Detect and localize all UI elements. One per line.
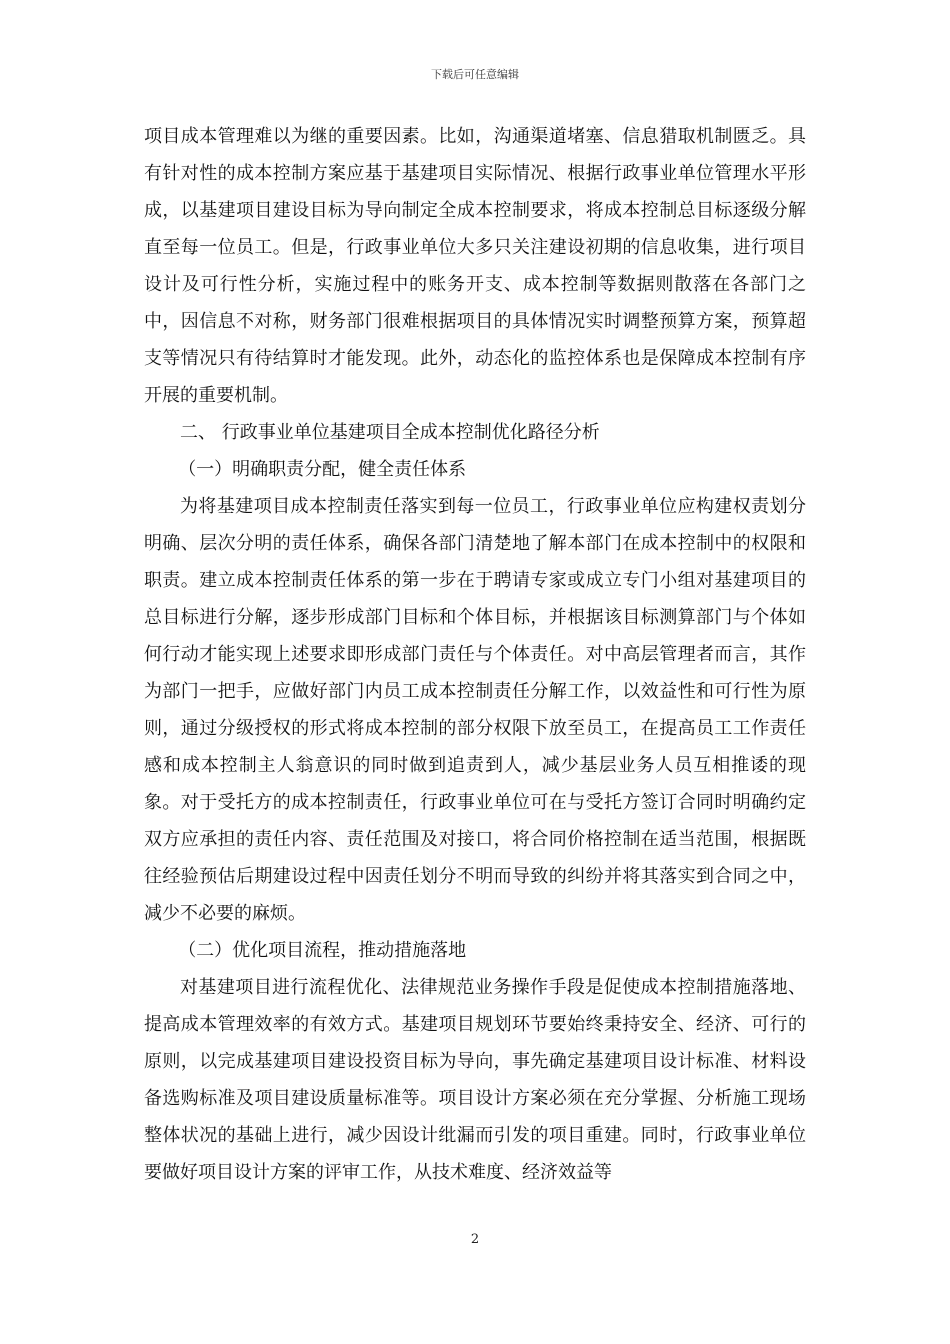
sub-heading-2: （二）优化项目流程，推动措施落地	[178, 940, 467, 961]
document-body	[144, 118, 806, 1191]
sub-heading-1: （一）明确职责分配，健全责任体系	[178, 459, 467, 480]
paragraph-continued: 项目成本管理难以为继的重要因素。比如，沟通渠道堵塞、信息猎取机制匮乏。具有针对性的成本控制方案应基于基建项目实际情况、根据行政事业单位管理水平形成，以基建项目建设目标为导向制定全成本控制要求，将成本控制总目标逐级分解直至每一位员工。但是，行政事业单位大多只关注建设初期的信息收集，进行项目设计及可行性分析，实施过程中的账务开支、成本控制等数据则散落在各部门之中，因信息不对称，财务部门很难根据项目的具体情况实时调整预算方案，预算超支等情况只有待结算时才能发现。此外，动态化的监控体系也是保障成本控制有序开展的重要机制。	[144, 126, 806, 406]
page-number: 2	[470, 1232, 480, 1247]
paragraph-1: 为将基建项目成本控制责任落实到每一位员工，行政事业单位应构建权责划分明确、层次分明的责任体系，确保各部门清楚地了解本部门在成本控制中的权限和职责。建立成本控制责任体系的第一步在于聘请专家或成立专门小组对基建项目的总目标进行分解，逐步形成部门目标和个体目标，并根据该目标测算部门与个体如何行动才能实现上述要求即形成部门责任与个体责任。对中高层管理者而言，其作为部门一把手，应做好部门内员工成本控制责任分解工作，以效益性和可行性为原则，通过分级授权的形式将成本控制的部分权限下放至员工，在提高员工工作责任感和成本控制主人翁意识的同时做到追责到人，减少基层业务人员互相推诿的现象。对于受托方的成本控制责任，行政事业单位可在与受托方签订合同时明确约定双方应承担的责任内容、责任范围及对接口，将合同价格控制在适当范围，根据既往经验预估后期建设过程中因责任划分不明而导致的纠纷并将其落实到合同之中，减少不必要的麻烦。	[144, 496, 806, 924]
page-header: 下载后可任意编辑	[431, 68, 519, 81]
paragraph-2: 对基建项目进行流程优化、法律规范业务操作手段是促使成本控制措施落地、提高成本管理效率的有效方式。基建项目规划环节要始终秉持安全、经济、可行的原则，以完成基建项目建设投资目标为导向，事先确定基建项目设计标准、材料设备选购标准及项目建设质量标准等。项目设计方案必须在充分掌握、分析施工现场整体状况的基础上进行，减少因设计纰漏而引发的项目重建。同时，行政事业单位要做好项目设计方案的评审工作，从技术难度、经济效益等	[144, 977, 806, 1183]
section-heading: 二、 行政事业单位基建项目全成本控制优化路径分析	[180, 422, 600, 443]
